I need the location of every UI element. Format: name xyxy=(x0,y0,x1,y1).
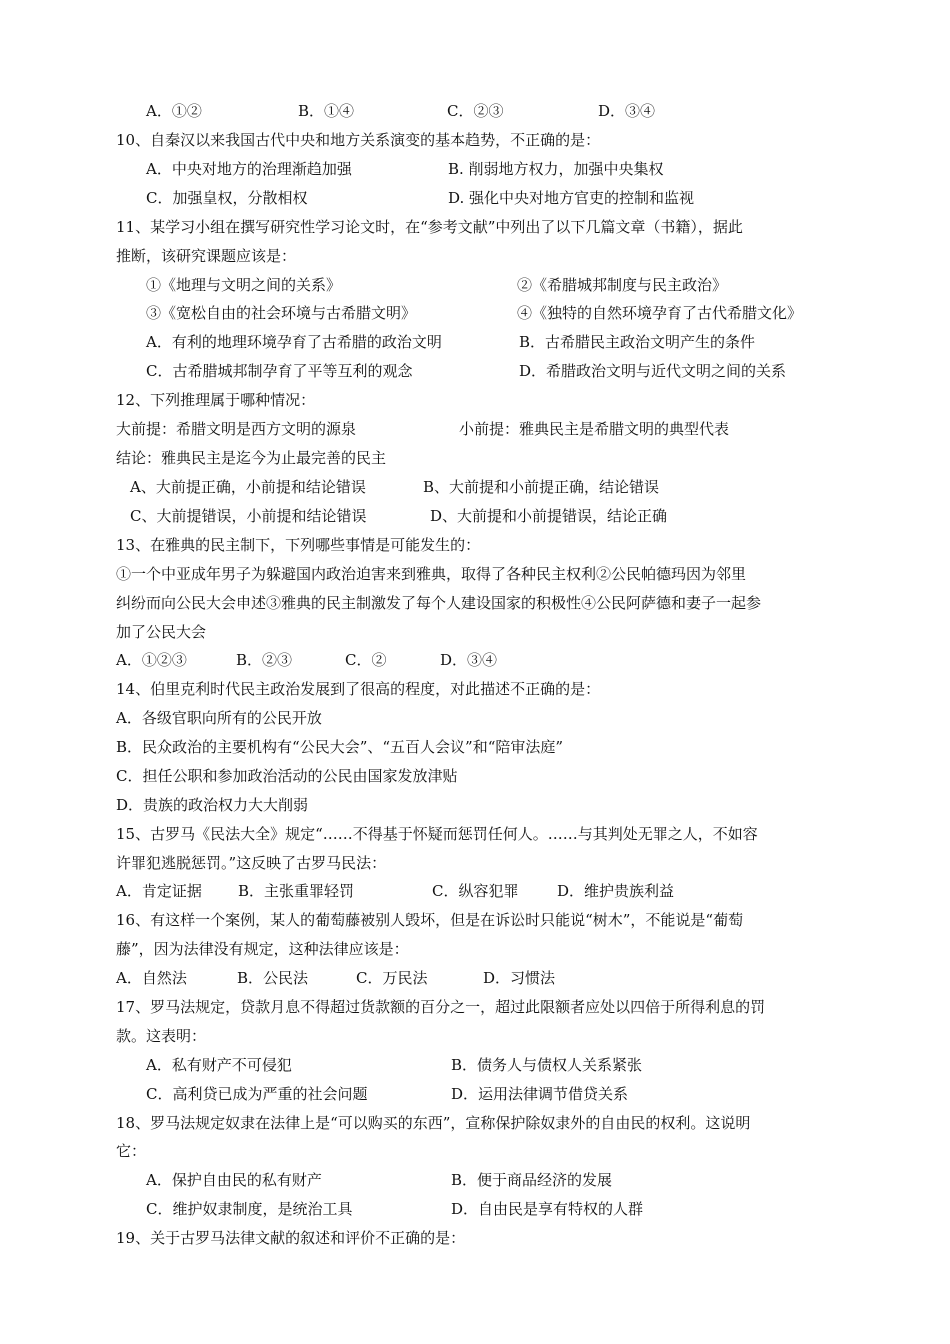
option-text: A．肯定证据 xyxy=(116,882,202,900)
option-text: ①《地理与文明之间的关系》 xyxy=(146,276,342,294)
option-text: A．保护自由民的私有财产 xyxy=(146,1171,322,1189)
line-text: A．各级官职向所有的公民开放 xyxy=(116,709,322,727)
line-text: 结论：雅典民主是迄今为止最完善的民主 xyxy=(116,449,387,467)
option-text: C．高利贷已成为严重的社会问题 xyxy=(146,1085,368,1103)
option-text: ②《希腊城邦制度与民主政治》 xyxy=(517,276,728,294)
option-text: D．自由民是享有特权的人群 xyxy=(451,1200,644,1218)
option-text: B．便于商品经济的发展 xyxy=(451,1171,613,1189)
option-text: D．习惯法 xyxy=(483,969,556,987)
line-text: 12、下列推理属于哪种情况： xyxy=(116,391,316,409)
option-text: A、大前提正确，小前提和结论错误 xyxy=(130,478,366,496)
option-text: C．万民法 xyxy=(356,969,428,987)
option-text: B．古希腊民主政治文明产生的条件 xyxy=(519,333,756,351)
option-text: A．①②③ xyxy=(116,651,187,669)
line-text: 10、自秦汉以来我国古代中央和地方关系演变的基本趋势，不正确的是： xyxy=(116,131,601,149)
option-text: A．中央对地方的治理渐趋加强 xyxy=(146,160,352,178)
option-text: B．主张重罪轻罚 xyxy=(238,882,355,900)
option-text: B．①④ xyxy=(298,102,355,120)
line-text: 藤”，因为法律没有规定，这种法律应该是： xyxy=(116,940,409,958)
option-text: D．维护贵族利益 xyxy=(557,882,675,900)
line-text: 推断，该研究课题应该是： xyxy=(116,247,297,265)
line-text: B．民众政治的主要机构有“公民大会”、“五百人会议”和“陪审法庭” xyxy=(116,738,564,756)
option-text: C．②③ xyxy=(447,102,504,120)
line-text: 它： xyxy=(116,1142,147,1160)
option-text: B．②③ xyxy=(236,651,293,669)
line-text: 11、某学习小组在撰写研究性学习论文时，在“参考文献”中列出了以下几篇文章（书籍），据此 xyxy=(116,218,743,236)
option-text: B、大前提和小前提正确，结论错误 xyxy=(423,478,660,496)
option-text: C．古希腊城邦制孕育了平等互利的观念 xyxy=(146,362,413,380)
line-text: 纠纷而向公民大会申述③雅典的民主制激发了每个人建设国家的积极性④公民阿萨德和妻子一起参 xyxy=(116,594,762,612)
option-text: D. 强化中央对地方官吏的控制和监视 xyxy=(448,189,695,207)
line-text: C．担任公职和参加政治活动的公民由国家发放津贴 xyxy=(116,767,458,785)
line-text: 15、古罗马《民法大全》规定“……不得基于怀疑而惩罚任何人。……与其判处无罪之人，不如容 xyxy=(116,825,758,843)
option-text: C．维护奴隶制度，是统治工具 xyxy=(146,1200,353,1218)
line-text: 17、罗马法规定，贷款月息不得超过货款额的百分之一，超过此限额者应处以四倍于所得利息的罚 xyxy=(116,998,766,1016)
option-text: 小前提：雅典民主是希腊文明的典型代表 xyxy=(459,420,730,438)
line-text: 14、伯里克利时代民主政治发展到了很高的程度，对此描述不正确的是： xyxy=(116,680,601,698)
line-text: 18、罗马法规定奴隶在法律上是“可以购买的东西”，宣称保护除奴隶外的自由民的权利。这说明 xyxy=(116,1114,751,1132)
option-text: C．② xyxy=(345,651,387,669)
option-text: D．③④ xyxy=(598,102,656,120)
option-text: ③《宽松自由的社会环境与古希腊文明》 xyxy=(146,304,417,322)
option-text: D．③④ xyxy=(440,651,498,669)
line-text: 19、关于古罗马法律文献的叙述和评价不正确的是： xyxy=(116,1229,466,1247)
line-text: 16、有这样一个案例，某人的葡萄藤被别人毁坏，但是在诉讼时只能说“树木”，不能说是“葡萄 xyxy=(116,911,744,929)
line-text: 加了公民大会 xyxy=(116,623,207,641)
line-text: 许罪犯逃脱惩罚。”这反映了古罗马民法： xyxy=(116,854,387,872)
option-text: 大前提：希腊文明是西方文明的源泉 xyxy=(116,420,357,438)
option-text: C．加强皇权，分散相权 xyxy=(146,189,308,207)
option-text: B. 削弱地方权力，加强中央集权 xyxy=(448,160,664,178)
option-text: A．①② xyxy=(146,102,202,120)
line-text: 13、在雅典的民主制下，下列哪些事情是可能发生的： xyxy=(116,536,481,554)
option-text: C．纵容犯罪 xyxy=(432,882,519,900)
option-text: A．自然法 xyxy=(116,969,187,987)
option-text: C、大前提错误，小前提和结论错误 xyxy=(130,507,367,525)
option-text: D．运用法律调节借贷关系 xyxy=(451,1085,629,1103)
option-text: B．公民法 xyxy=(237,969,309,987)
option-text: B．债务人与债权人关系紧张 xyxy=(451,1056,643,1074)
option-text: D．希腊政治文明与近代文明之间的关系 xyxy=(519,362,787,380)
option-text: A．私有财产不可侵犯 xyxy=(146,1056,292,1074)
option-text: D、大前提和小前提错误，结论正确 xyxy=(430,507,668,525)
line-text: ①一个中亚成年男子为躲避国内政治迫害来到雅典，取得了各种民主权利②公民帕德玛因为邻里 xyxy=(116,565,747,583)
option-text: ④《独特的自然环境孕育了古代希腊文化》 xyxy=(517,304,803,322)
option-text: A．有利的地理环境孕育了古希腊的政治文明 xyxy=(146,333,442,351)
line-text: 款。这表明： xyxy=(116,1027,207,1045)
line-text: D．贵族的政治权力大大削弱 xyxy=(116,796,309,814)
